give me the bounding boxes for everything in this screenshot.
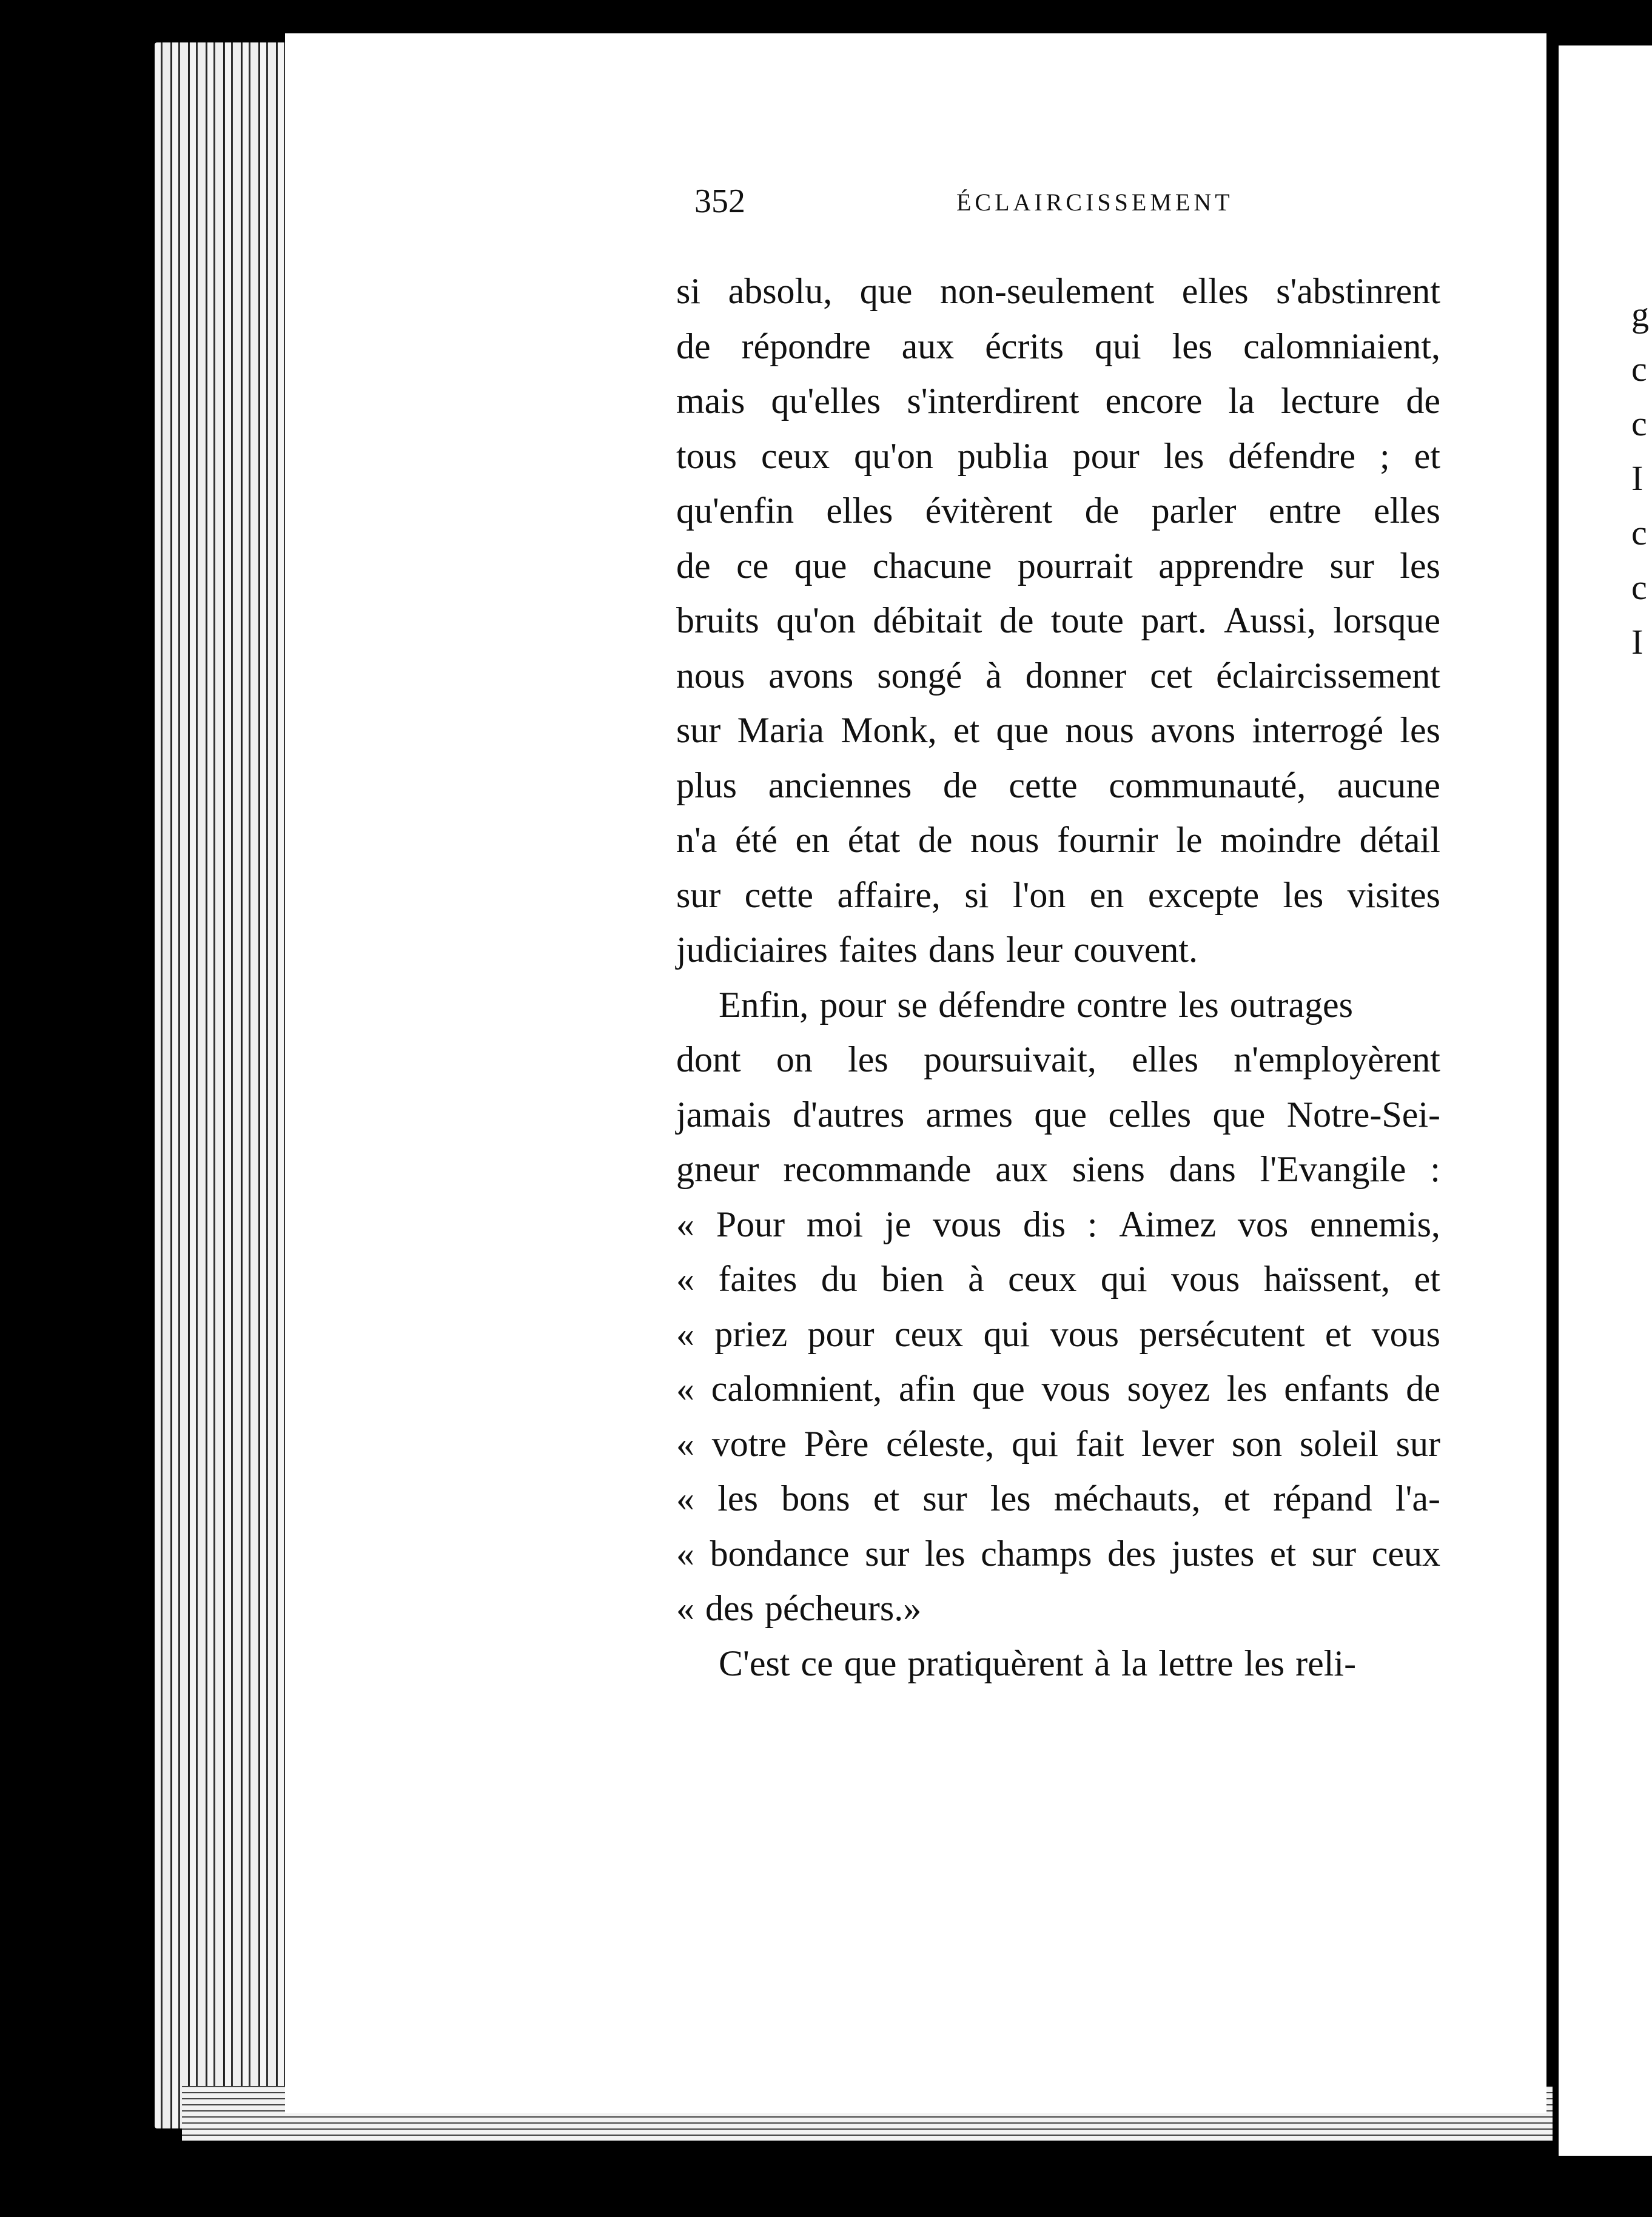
facing-page: [1559, 45, 1652, 2156]
running-head: ÉCLAIRCISSEMENT: [956, 189, 1234, 216]
page-number: 352: [694, 183, 745, 220]
facing-page-letter: I: [1631, 458, 1644, 498]
text-line: mais qu'elles s'interdirent encore la lecture de: [676, 381, 1440, 421]
text-line: dont on les poursuivait, elles n'employèrent: [676, 1039, 1440, 1079]
text-line: plus anciennes de cette communauté, aucune: [676, 765, 1440, 805]
text-line: sur Maria Monk, et que nous avons interrogé les: [676, 710, 1440, 750]
text-line: judiciaires faites dans leur couvent.: [676, 930, 1198, 970]
text-line: n'a été en état de nous fournir le moindre détail: [676, 820, 1440, 860]
text-line: C'est ce que pratiquèrent à la lettre les reli-: [719, 1643, 1357, 1683]
text-line: « priez pour ceux qui vous persécutent et vous: [676, 1313, 1440, 1354]
text-line: tous ceux qu'on publia pour les défendre ; et: [676, 435, 1440, 476]
facing-page-letter: c: [1631, 513, 1647, 552]
facing-page-letter: c: [1631, 404, 1647, 443]
text-line: de répondre aux écrits qui les calomniaient,: [676, 326, 1440, 366]
text-line: si absolu, que non-seulement elles s'abstinrent: [676, 271, 1440, 311]
text-line: « les bons et sur les méchauts, et répand l'a-: [676, 1478, 1440, 1518]
text-line: jamais d'autres armes que celles que Notre-Sei-: [676, 1094, 1440, 1135]
facing-page-letter: c: [1631, 349, 1647, 389]
page-header: [694, 182, 1446, 230]
text-line: qu'enfin elles évitèrent de parler entre elles: [676, 491, 1440, 531]
text-line: « faites du bien à ceux qui vous haïssent, et: [676, 1259, 1440, 1299]
text-line: gneur recommande aux siens dans l'Evangile :: [676, 1149, 1440, 1189]
facing-page-letter: c: [1631, 568, 1647, 607]
facing-page-letter: I: [1631, 622, 1644, 662]
text-line: « votre Père céleste, qui fait lever son soleil sur: [676, 1423, 1440, 1464]
text-line: « calomnient, afin que vous soyez les enfants de: [676, 1369, 1440, 1409]
text-line: de ce que chacune pourrait apprendre sur les: [676, 545, 1440, 586]
text-line: bruits qu'on débitait de toute part. Aussi, lorsque: [676, 600, 1440, 640]
text-line: « bondance sur les champs des justes et sur ceux: [676, 1533, 1440, 1574]
text-line: nous avons songé à donner cet éclaircissement: [676, 655, 1440, 696]
text-line: « des pécheurs.»: [676, 1588, 922, 1628]
text-line: sur cette affaire, si l'on en excepte les visites: [676, 874, 1440, 915]
text-line: « Pour moi je vous dis : Aimez vos ennemis,: [676, 1204, 1440, 1244]
body-text: [676, 264, 1440, 1691]
text-line: Enfin, pour se défendre contre les outrages: [719, 984, 1353, 1025]
facing-page-letter: g: [1631, 295, 1649, 334]
